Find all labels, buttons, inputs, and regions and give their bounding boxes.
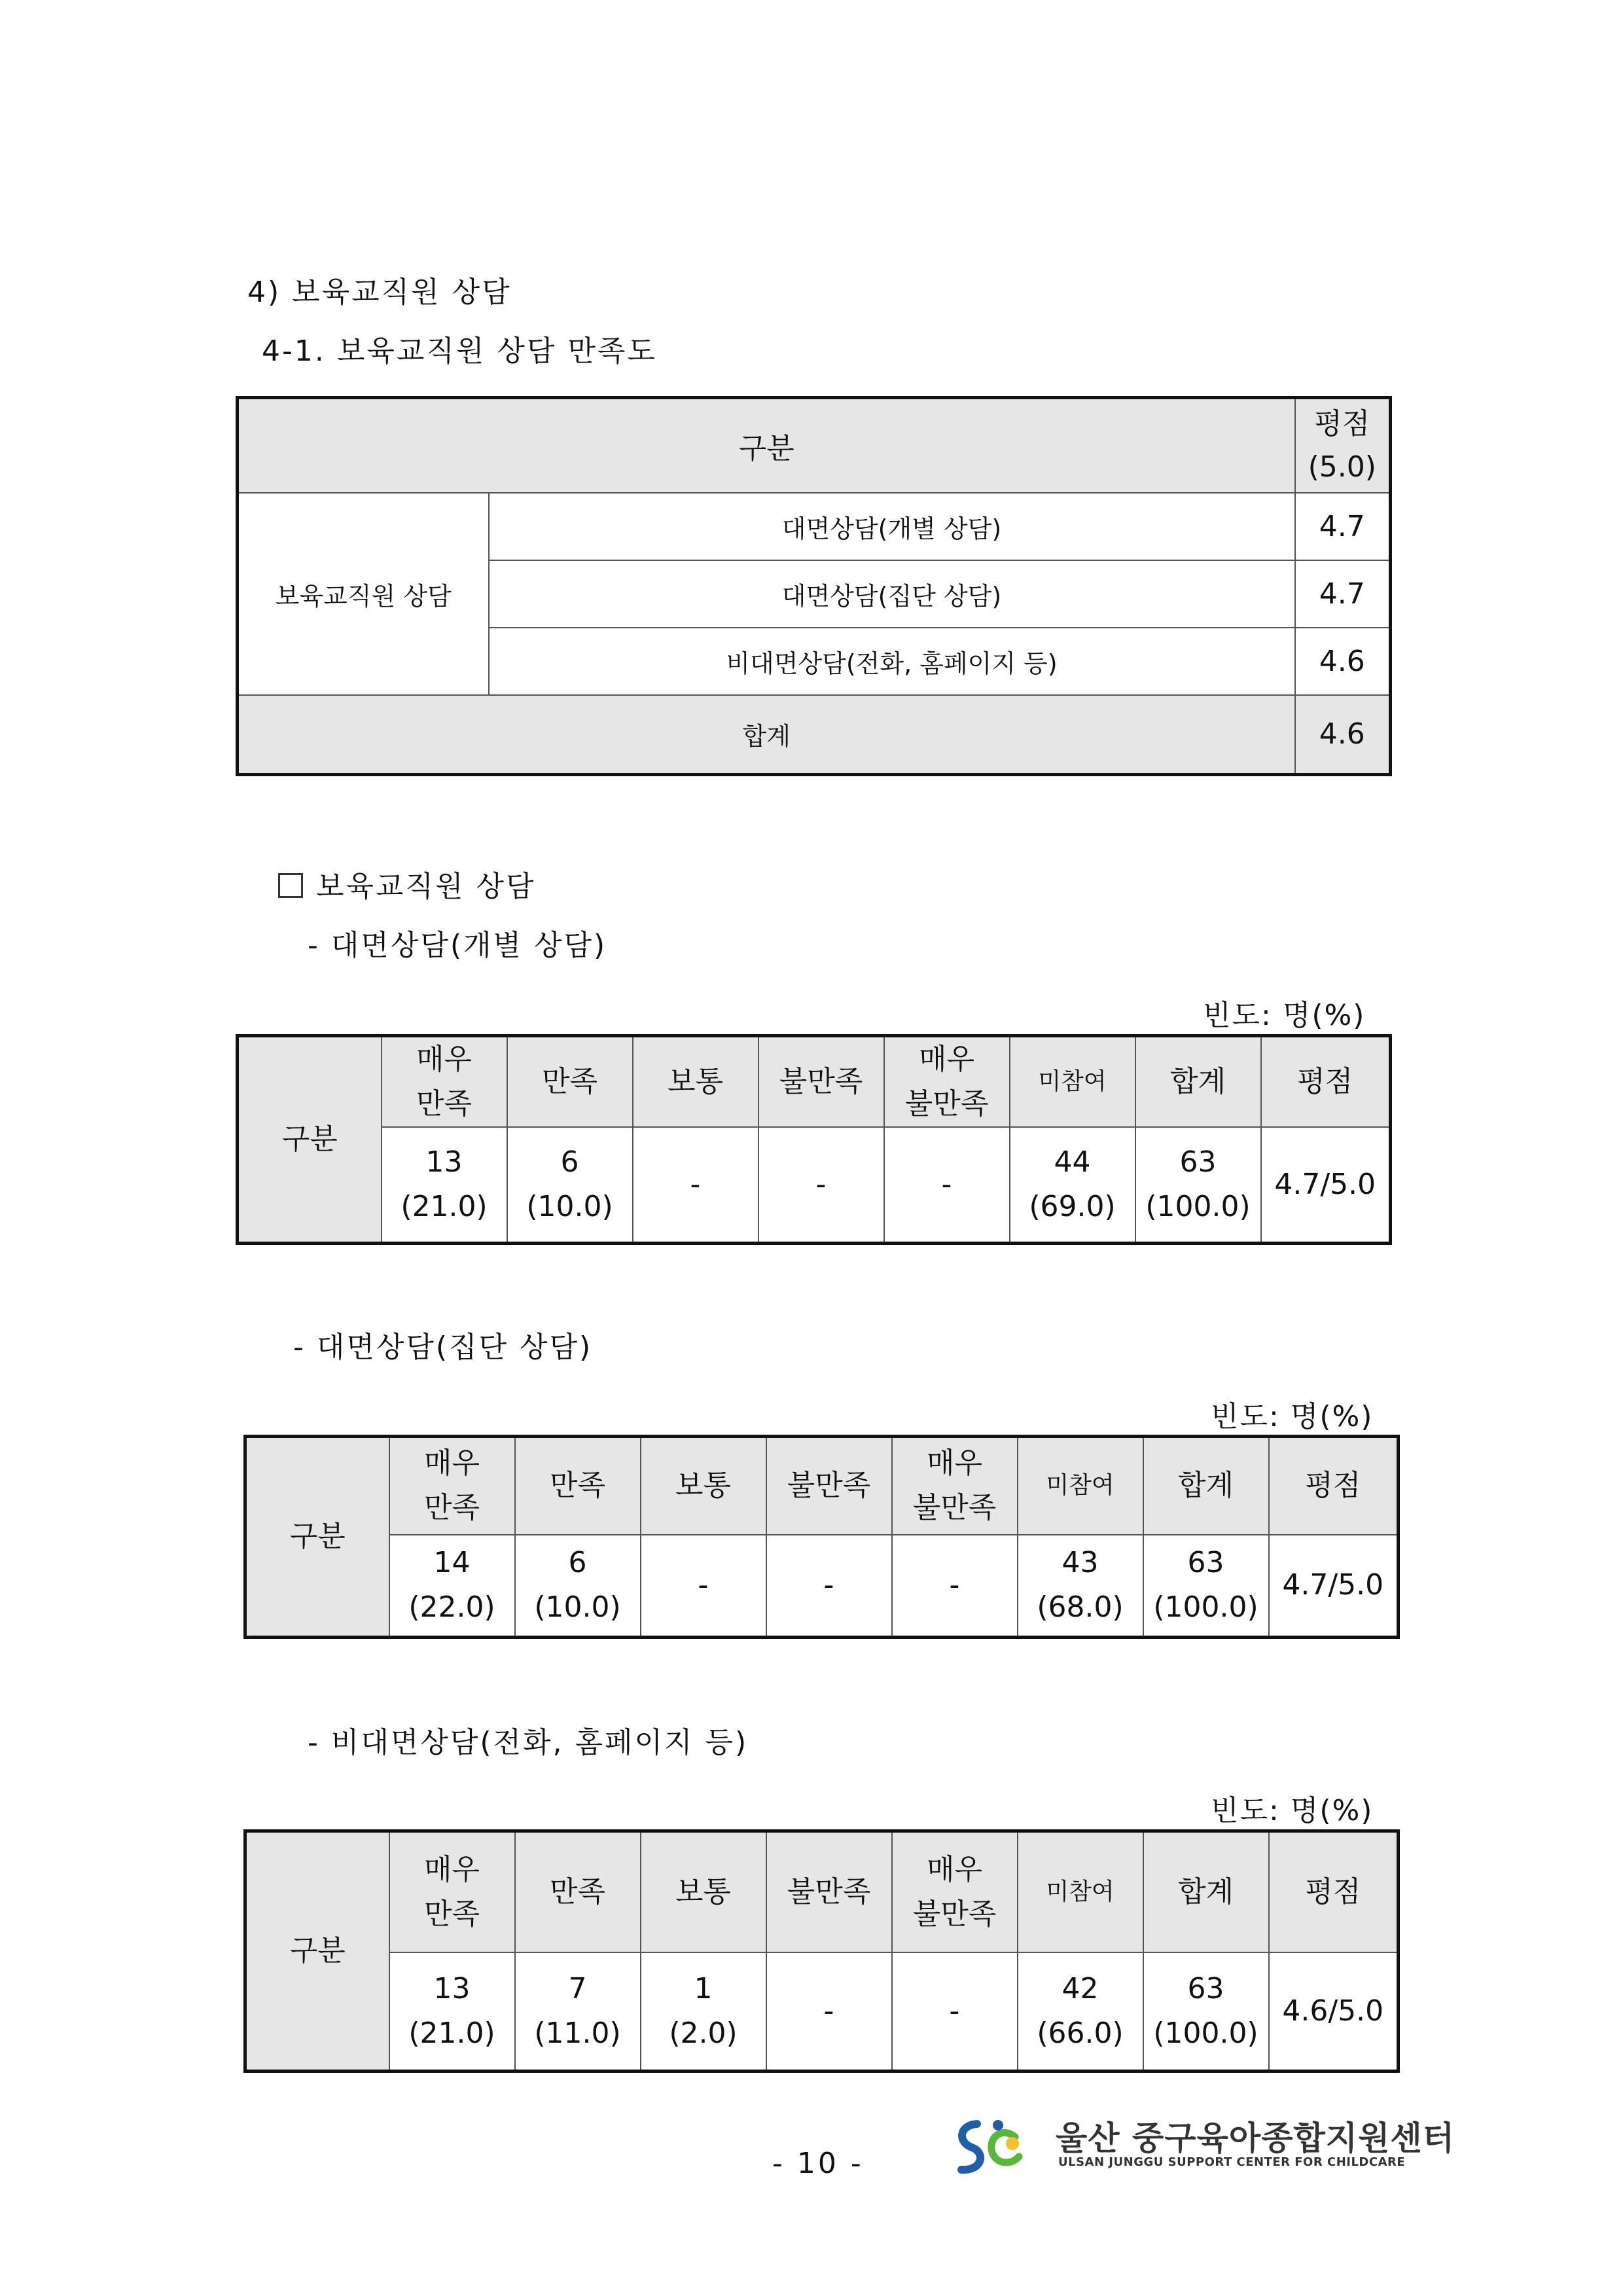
freq-header-no-participation: 미참여 (1018, 1831, 1143, 1952)
freq-table-title: - 대면상담(집단 상담) (293, 1331, 593, 1364)
summary-total-label: 합계 (238, 695, 1295, 775)
summary-row-label: 대면상담(집단 상담) (489, 560, 1295, 628)
subsection-title: 4-1. 보육교직원 상담 만족도 (262, 334, 657, 368)
freq-score: 4.7/5.0 (1261, 1127, 1391, 1243)
summary-row-score: 4.7 (1295, 560, 1391, 628)
freq-cell: - (633, 1127, 758, 1243)
freq-cell: 63 (100.0) (1143, 1952, 1269, 2072)
center-logo-icon (952, 2111, 1037, 2183)
freq-header-satisfied: 만족 (515, 1831, 641, 1952)
freq-header-normal: 보통 (641, 1437, 766, 1535)
freq-header-category: 구분 (245, 1437, 389, 1638)
freq-table-title: - 대면상담(개별 상담) (308, 929, 607, 962)
summary-group-label: 보육교직원 상담 (238, 493, 489, 695)
freq-cell: 1 (2.0) (641, 1952, 766, 2072)
freq-score: 4.7/5.0 (1269, 1535, 1399, 1638)
freq-header-total: 합계 (1143, 1831, 1269, 1952)
freq-table-unit: 빈도: 명(%) (1203, 999, 1366, 1032)
freq-cell: - (641, 1535, 766, 1638)
freq-header-score: 평점 (1269, 1831, 1399, 1952)
freq-cell: - (766, 1535, 892, 1638)
freq-cell: - (758, 1127, 884, 1243)
freq-header-very-satisfied: 매우 만족 (382, 1036, 507, 1128)
freq-header-very-dissatisfied: 매우 불만족 (892, 1831, 1018, 1952)
logo-english-text: ULSAN JUNGGU SUPPORT CENTER FOR CHILDCARE (1058, 2155, 1406, 2169)
freq-table (236, 1034, 1392, 1245)
freq-header-category: 구분 (238, 1036, 382, 1244)
freq-table-title: - 비대면상담(전화, 홈페이지 등) (308, 1726, 749, 1759)
freq-cell: - (884, 1127, 1010, 1243)
freq-header-score: 평점 (1269, 1437, 1399, 1535)
freq-cell: 14 (22.0) (389, 1535, 515, 1638)
footer-logo (952, 2111, 1455, 2183)
freq-header-dissatisfied: 불만족 (758, 1036, 884, 1128)
freq-header-total: 합계 (1143, 1437, 1269, 1535)
freq-header-very-dissatisfied: 매우 불만족 (892, 1437, 1018, 1535)
summary-row-score: 4.6 (1295, 628, 1391, 695)
section-title: 4) 보육교직원 상담 (247, 276, 512, 309)
summary-header-category: 구분 (238, 398, 1295, 493)
freq-table-unit: 빈도: 명(%) (1211, 1794, 1374, 1827)
summary-header-score: 평점 (5.0) (1295, 398, 1391, 493)
freq-header-normal: 보통 (633, 1036, 758, 1128)
freq-header-very-dissatisfied: 매우 불만족 (884, 1036, 1010, 1128)
freq-cell: 6 (10.0) (515, 1535, 641, 1638)
freq-header-dissatisfied: 불만족 (766, 1437, 892, 1535)
summary-table (236, 396, 1392, 776)
freq-cell: - (892, 1535, 1018, 1638)
freq-header-total: 합계 (1135, 1036, 1261, 1128)
freq-cell: - (892, 1952, 1018, 2072)
freq-header-normal: 보통 (641, 1831, 766, 1952)
freq-header-very-satisfied: 매우 만족 (389, 1437, 515, 1535)
summary-total-score: 4.6 (1295, 695, 1391, 775)
freq-header-category: 구분 (245, 1831, 389, 2072)
summary-row-score: 4.7 (1295, 493, 1391, 560)
freq-header-dissatisfied: 불만족 (766, 1831, 892, 1952)
freq-cell: 44 (69.0) (1010, 1127, 1135, 1243)
freq-cell: 13 (21.0) (382, 1127, 507, 1243)
freq-header-very-satisfied: 매우 만족 (389, 1831, 515, 1952)
freq-header-no-participation: 미참여 (1010, 1036, 1135, 1128)
summary-row-label: 대면상담(개별 상담) (489, 493, 1295, 560)
freq-cell: 63 (100.0) (1135, 1127, 1261, 1243)
freq-header-no-participation: 미참여 (1018, 1437, 1143, 1535)
page-number: - 10 - (772, 2147, 864, 2180)
freq-score: 4.6/5.0 (1269, 1952, 1399, 2072)
freq-header-score: 평점 (1261, 1036, 1391, 1128)
summary-row-label: 비대면상담(전화, 홈페이지 등) (489, 628, 1295, 695)
checkbox-square-icon (278, 873, 303, 898)
logo-korean-text: 울산 중구육아종합지원센터 (1056, 2119, 1455, 2157)
freq-cell: 42 (66.0) (1018, 1952, 1143, 2072)
freq-cell: 13 (21.0) (389, 1952, 515, 2072)
freq-header-satisfied: 만족 (515, 1437, 641, 1535)
freq-cell: 7 (11.0) (515, 1952, 641, 2072)
freq-cell: - (766, 1952, 892, 2072)
freq-table-unit: 빈도: 명(%) (1211, 1400, 1374, 1433)
freq-cell: 6 (10.0) (507, 1127, 633, 1243)
detail-section-title: 보육교직원 상담 (278, 863, 536, 905)
freq-table (243, 1829, 1400, 2073)
freq-cell: 63 (100.0) (1143, 1535, 1269, 1638)
freq-table (243, 1435, 1400, 1639)
freq-cell: 43 (68.0) (1018, 1535, 1143, 1638)
freq-header-satisfied: 만족 (507, 1036, 633, 1128)
